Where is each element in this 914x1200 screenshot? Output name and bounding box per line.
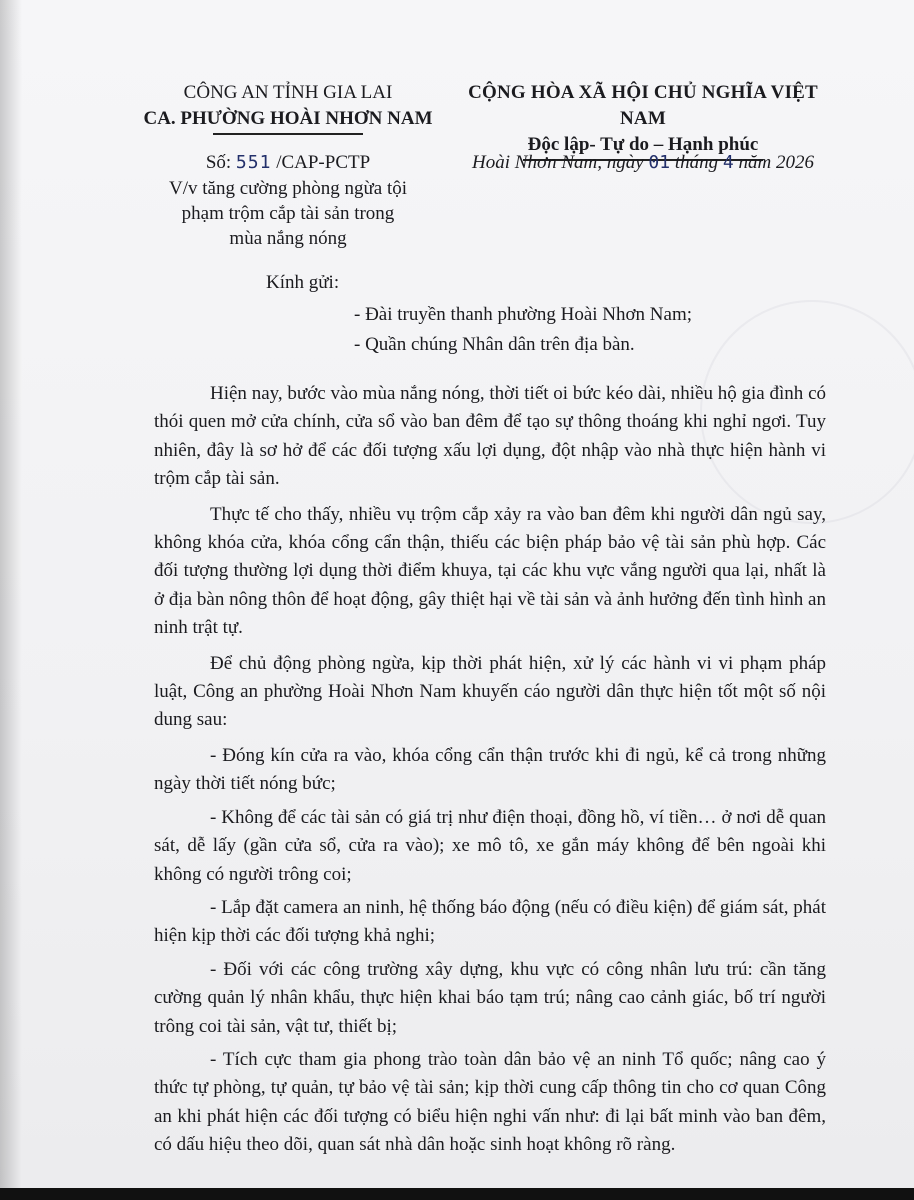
place-and-date: [448, 150, 838, 176]
national-heading: [448, 80, 838, 161]
number-suffix: /CAP-PCTP: [271, 152, 371, 173]
body-paragraph: Để chủ động phòng ngừa, kịp thời phát hiện, xử lý các hành vi vi phạm pháp luật, Công an phường Hoài Nhơn Nam khuyến cáo người dân thực hiện tốt một số nội dung sau:: [154, 652, 826, 731]
recommendation-item: - Đóng kín cửa ra vào, khóa cổng cẩn thận trước khi đi ngủ, kể cả trong những ngày thời tiết nóng bức;: [154, 744, 826, 795]
document-number: [128, 150, 448, 176]
handwritten-month: 4: [722, 152, 734, 173]
recipient-item: - Quần chúng Nhân dân trên địa bàn.: [354, 334, 635, 355]
agency-name: CÔNG AN TỈNH GIA LAI: [183, 82, 393, 103]
subject-line: mùa nắng nóng: [229, 228, 347, 249]
greeting: Kính gửi:: [266, 272, 340, 293]
recipient-list: [354, 300, 692, 360]
scan-bottom-edge: [0, 1188, 914, 1200]
agency-underline: [213, 133, 363, 135]
recommendation-item: - Tích cực tham gia phong trào toàn dân bảo vệ an ninh Tổ quốc; nâng cao ý thức tự phòng, tự quản, tự bảo vệ tài sản; kịp thời cung cấp thông tin cho cơ quan Công an khi phát hiện các đối tượng có biểu hiện nghi vấn như: đi lại bất minh vào ban đêm, có dấu hiệu theo dõi, quan sát nhà dân hoặc sinh hoạt không rõ ràng.: [154, 1048, 826, 1156]
unit-name: CA. PHƯỜNG HOÀI NHƠN NAM: [143, 108, 433, 129]
recipient-item: - Đài truyền thanh phường Hoài Nhơn Nam;: [354, 304, 693, 325]
document-body: [154, 380, 826, 1165]
body-paragraph: Hiện nay, bước vào mùa nắng nóng, thời tiết oi bức kéo dài, nhiều hộ gia đình có thói quen mở cửa chính, cửa sổ vào ban đêm để tạo sự thông thoáng khi nghỉ ngơi. Tuy nhiên, đây là sơ hở để các đối tượng xấu lợi dụng, đột nhập vào nhà thực hiện hành vi trộm cắp tài sản.: [154, 383, 826, 490]
recommendation-item: - Đối với các công trường xây dựng, khu vực có công nhân lưu trú: cần tăng cường quản lý nhân khẩu, thực hiện khai báo tạm trú; nâng cao cảnh giác, bố trí người trông coi tài sản, vật tư, thiết bị;: [154, 958, 826, 1037]
nation-name: CỘNG HÒA XÃ HỘI CHỦ NGHĨA VIỆT NAM: [468, 82, 818, 129]
issuing-agency: [128, 80, 448, 135]
date-month-label: tháng: [670, 152, 723, 173]
body-paragraph: Thực tế cho thấy, nhiều vụ trộm cắp xảy ra vào ban đêm khi người dân ngủ say, không khóa cửa, khóa cổng cẩn thận, thiếu các biện pháp bảo vệ tài sản phù hợp. Các đối tượng thường lợi dụng thời điểm khuya, tại các khu vực vắng người qua lại, nhất là ở địa bàn nông thôn để hoạt động, gây thiệt hại về tài sản và ảnh hưởng đến tình hình an ninh trật tự.: [154, 503, 826, 639]
document-subject: [128, 176, 448, 251]
page-shadow: [0, 0, 22, 1188]
number-prefix: Số:: [205, 152, 236, 173]
recommendation-item: - Lắp đặt camera an ninh, hệ thống báo động (nếu có điều kiện) để giám sát, phát hiện kịp thời các đối tượng khả nghi;: [154, 896, 826, 947]
recommendation-item: - Không để các tài sản có giá trị như điện thoại, đồng hồ, ví tiền… ở nơi dễ quan sát, dễ lấy (gần cửa sổ, cửa ra vào); xe mô tô, xe gắn máy không để bên ngoài khi không có người trông coi;: [154, 806, 826, 885]
national-motto: Độc lập- Tự do – Hạnh phúc: [527, 134, 759, 155]
date-place: Hoài Nhơn Nam, ngày: [472, 152, 649, 173]
handwritten-number: 551: [235, 152, 272, 173]
date-year: năm 2026: [733, 152, 814, 173]
subject-line: V/v tăng cường phòng ngừa tội: [168, 178, 408, 199]
handwritten-day: 01: [648, 152, 671, 173]
subject-line: phạm trộm cắp tài sản trong: [181, 203, 395, 224]
